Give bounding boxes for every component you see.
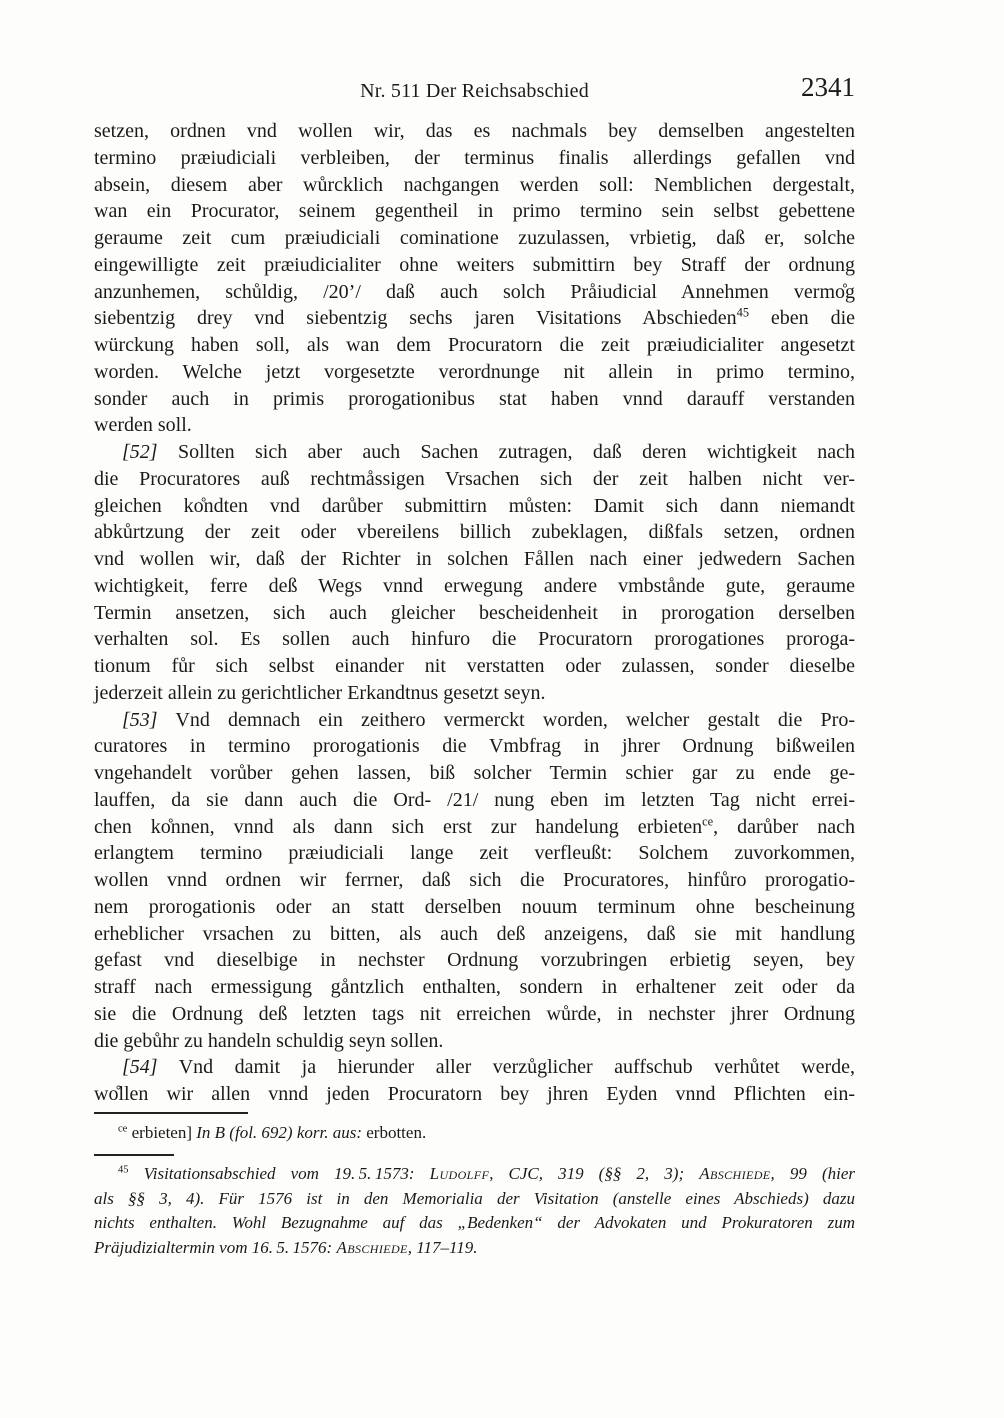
text-segment: sonder auch in primis prorogationibus stat haben vnnd darauff verstanden [94,387,855,410]
text-segment: , 117–119. [407,1237,478,1257]
running-head-title: Nr. 511 Der Reichsabschied [360,80,589,102]
text-segment: tionum fůr sich selbst einander nit verstatten oder zulassen, sonder dieselbe [94,655,855,677]
text-segment: [52] [122,441,158,463]
text-segment: [53] [122,708,158,731]
footnote-line [94,1236,855,1261]
body-line [94,814,855,841]
footnote-line [94,1187,855,1212]
body-line [94,921,855,948]
body-line [94,493,855,520]
paragraph [94,1054,855,1108]
text-segment: eben die [749,307,855,330]
text-segment: wan ein Procurator, seinem gegentheil in primo termino sein selbst gebettene [94,200,855,223]
apparatus-separator-rule [94,1112,248,1114]
text-segment: , CJC, 319 (§§ 2, 3); [489,1164,700,1183]
text-segment: wo̊llen wir allen vnnd jeden Procuratorn bey jhren Eyden vnnd Pflichten ein- [94,1083,855,1105]
body-line [94,840,855,867]
text-segment: Sollten sich aber auch Sachen zutragen, daß deren wichtigkeit nach [157,441,855,463]
text-segment: chen ko̊nnen, vnnd als dann sich erst zur handelung erbieten [94,815,703,838]
body-line [94,359,855,386]
text-segment: gefast vnd dieselbige in nechster Ordnung vorzubringen erbietig seyen, bey [94,949,855,972]
text-segment: termino præiudiciali verbleiben, der terminus finalis allerdings gefallen vnd [94,146,855,169]
text-segment: gleichen ko̊ndten vnd darůber submittirn můsten: Damit sich dann niemandt [94,494,855,517]
text-segment: Präjudizialtermin vom 16. 5. 1576: [94,1237,337,1257]
text-segment: werden soll. [94,414,192,437]
body-line [94,172,855,199]
paragraph [94,707,855,1055]
text-segment: straff nach ermessigung gåntzlich enthalten, sondern in erhaltener zeit oder da [94,976,855,998]
text-segment: verhalten sol. Es sollen auch hinfuro die Procuratorn prorogationes proroga- [94,628,855,651]
body-line [94,733,855,760]
critical-apparatus-footnote [94,1121,855,1145]
text-segment: jederzeit allein zu gerichtlicher Erkandtnus gesetzt seyn. [94,681,546,704]
body-line [94,680,855,707]
body-line [94,947,855,974]
body-line [94,626,855,653]
body-line [94,305,855,332]
footnote-separator-rule [94,1154,174,1156]
text-segment: erheblicher vrsachen zu bitten, als auch deß anzeigens, daß sie mit handlung [94,922,855,945]
text-segment: absein, diesem aber wůrcklich nachgangen werden soll: Nemblichen dergestalt, [94,173,855,196]
footnote-line [94,1211,855,1236]
body-line [94,894,855,921]
text-segment: Visitationsabschied vom 19. 5. 1573: [128,1164,430,1183]
body-line [94,760,855,787]
text-segment: In B (fol. 692) korr. aus: [196,1123,362,1142]
footnote-marker: 45 [118,1164,129,1176]
text-segment: sie die Ordnung deß letzten tags nit erreichen wůrde, in nechster jhrer Ordnung [94,1002,855,1025]
text-segment: die gebůhr zu handeln schuldig seyn sollen. [94,1029,444,1052]
body-line [94,1081,855,1108]
text-segment: die Procuratores auß rechtmåssigen Vrsachen sich der zeit halben nicht ver- [94,467,855,490]
text-segment: Abschiede [336,1237,408,1257]
text-segment: worden. Welche jetzt vorgesetzte verordnunge nit allein in primo termino, [94,360,855,383]
text-segment: Ludolff [429,1164,490,1183]
body-line [94,600,855,627]
body-line [94,653,855,680]
body-line [94,573,855,600]
text-segment: lauffen, da sie dann auch die Ord- /21/ nung eben im letzten Tag nicht errei- [94,788,855,811]
text-segment: [54] [122,1056,158,1079]
body-line [94,252,855,279]
text-segment: wichtigkeit, ferre deß Wegs vnnd erwegung andere vmbstånde gute, geraume [94,574,855,597]
apparatus-line [94,1121,855,1145]
body-line [94,546,855,573]
text-segment: curatores in termino prorogationis die Vmbfrag in jhrer Ordnung bißweilen [94,735,855,758]
body-line [94,1001,855,1028]
footnote-45 [94,1162,855,1260]
body-line [94,1028,855,1055]
body-line [94,1054,855,1081]
text-segment: abkůrtzung der zeit oder vbereilens billich zubeklagen, dißfals setzen, ordnen [94,521,855,544]
text-segment: Abschiede [699,1164,771,1183]
text-segment: vngehandelt vorůber gehen lassen, biß solcher Termin schier gar zu ende ge- [94,762,855,784]
footnote-marker: 45 [736,305,750,320]
text-segment: Vnd damit ja hierunder aller verzůglicher auffschub verhůtet werde, [157,1056,855,1079]
text-segment: erbieten] [127,1123,197,1142]
body-line [94,198,855,225]
body-line [94,707,855,734]
footnote-marker: ce [702,813,714,828]
text-segment: setzen, ordnen vnd wollen wir, das es nachmals bey demselben angestelten [94,120,855,142]
body-line [94,386,855,413]
body-line [94,145,855,172]
footnote-marker: ce [118,1123,128,1135]
text-segment: siebentzig drey vnd siebentzig sechs jaren Visitations Abschieden [94,307,737,330]
body-line [94,787,855,814]
body-line [94,225,855,252]
paragraph [94,118,855,439]
body-line [94,412,855,439]
text-segment: als §§ 3, 4). Für 1576 ist in den Memorialia der Visitation (anstelle eines Abschieds) dazu [94,1188,855,1208]
body-line [94,439,855,466]
paragraph [94,439,855,707]
running-head [94,80,855,103]
text-segment: nem prorogationis oder an statt derselben nouum terminum ohne bescheinung [94,895,855,918]
text-segment: Termin ansetzen, sich auch gleicher bescheidenheit in prorogation derselben [94,601,855,624]
text-segment: würckung haben soll, als wan dem Procuratorn die zeit præiudicialiter angesetzt [94,334,855,356]
body-line [94,974,855,1001]
body-text [94,118,855,1108]
text-segment: anzunhemen, schůldig, /20’/ daß auch solch Pråiudicial Annehmen vermo̊g [94,280,855,303]
text-segment: wollen vnnd ordnen wir ferrner, daß sich die Procuratores, hinfůro prorogatio- [94,869,855,891]
text-segment: nichts enthalten. Wohl Bezugnahme auf das „Bedenken“ der Advokaten und Prokuratoren zum [94,1213,855,1232]
body-line [94,519,855,546]
text-segment: , 99 (hier [770,1164,855,1183]
body-line [94,118,855,145]
text-segment: erlangtem termino præiudiciali lange zeit verfleußt: Solchem zuvorkommen, [94,842,855,865]
footnote-line [94,1162,855,1187]
text-segment: geraume zeit cum præiudiciali cominatione zuzulassen, vrbietig, daß er, solche [94,227,855,249]
text-segment: vnd wollen wir, daß der Richter in solchen Fållen nach einer jedwedern Sachen [94,548,855,570]
page-number: 2341 [801,72,855,102]
text-segment: eingewilligte zeit præiudicialiter ohne weiters submittirn bey Straff der ordnung [94,253,855,276]
text-segment: Vnd demnach ein zeithero vermerckt worden, welcher gestalt die Pro- [157,708,855,731]
body-line [94,867,855,894]
body-line [94,332,855,359]
text-segment: erbotten. [362,1123,427,1142]
text-segment: , darůber nach [713,815,856,838]
body-line [94,279,855,306]
body-line [94,466,855,493]
